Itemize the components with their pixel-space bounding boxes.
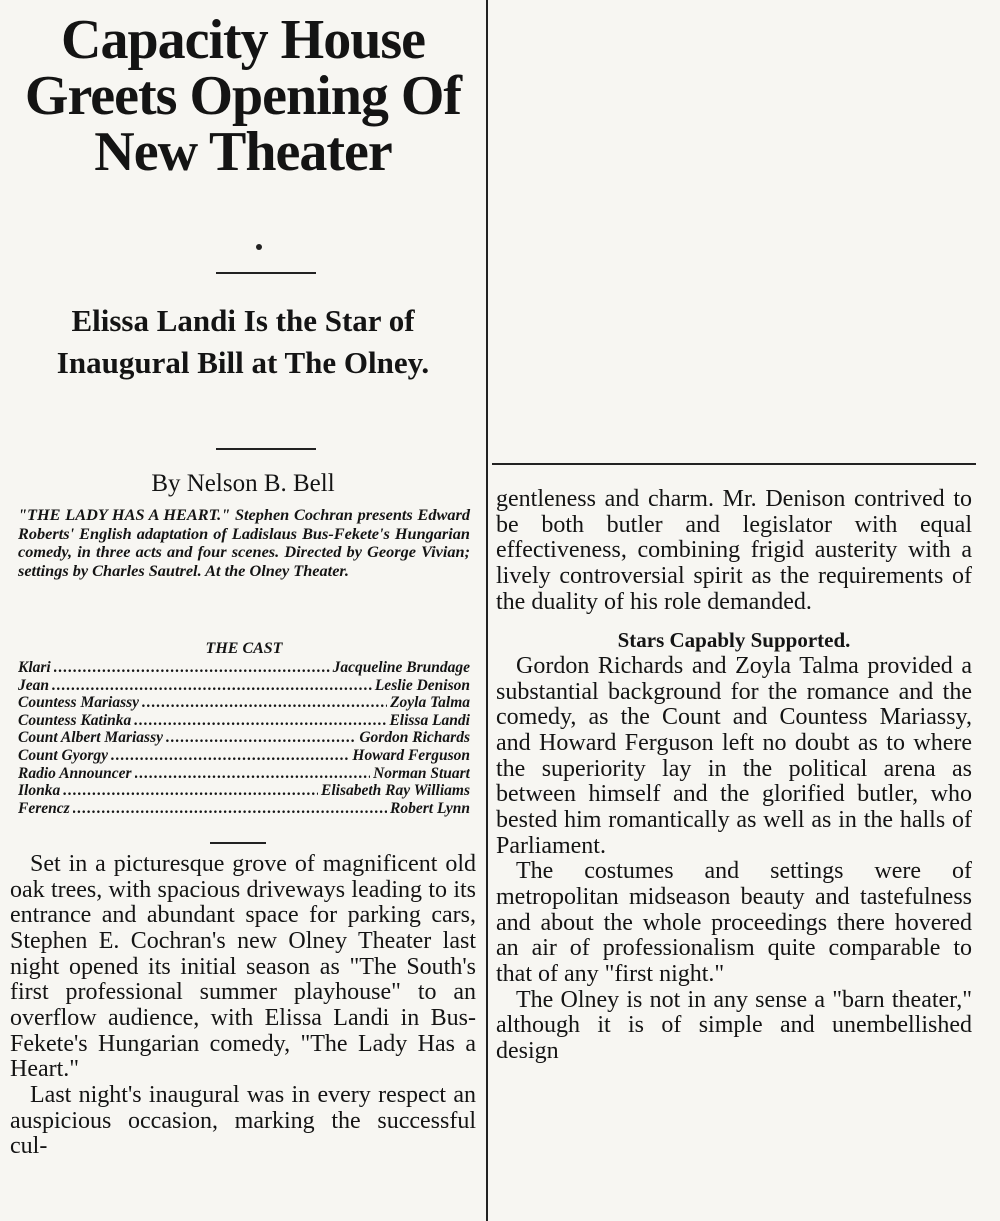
cast-actor: Norman Stuart: [373, 764, 470, 782]
ornament-dot: [256, 244, 262, 250]
production-credit: "THE LADY HAS A HEART." Stephen Cochran presents Edward Roberts' English adaptation of Ladislaus Bus-Fekete's Hungarian comedy, in three acts and four scenes. Directed by George Vivian; settings by Charles Sautrel. At the Olney Theater.: [18, 505, 470, 580]
subheadline: Elissa Landi Is the Star of Inaugural Bill at The Olney.: [56, 303, 430, 381]
body-paragraph: The costumes and settings were of metropolitan midseason beauty and tastefulness and about the whole proceedings there hovered an air of professionalism quite comparable to that of any "first night.": [496, 858, 972, 987]
cast-row: [18, 747, 470, 765]
cast-row: [18, 765, 470, 783]
leader-dots: [135, 765, 371, 783]
left-column-body: [10, 852, 476, 1160]
right-column-rule: [492, 463, 976, 465]
cast-row: [18, 782, 470, 800]
cast-actor: Elisabeth Ray Williams: [321, 782, 470, 800]
leader-dots: [111, 747, 349, 765]
leader-dots: [63, 782, 318, 800]
cast-role: Klari: [18, 659, 51, 676]
leader-dots: [52, 677, 372, 695]
body-paragraph: Set in a picturesque grove of magnificent old oak trees, with spacious driveways leading to its entrance and abundant space for parking cars, Stephen E. Cochran's new Olney Theater last night opened its initial season as "The South's first professional summer playhouse" to an overflow audience, with Elissa Landi in Bus-Fekete's Hungarian comedy, "The Lady Has a Heart.": [10, 851, 476, 1083]
cast-row: [18, 677, 470, 695]
cast-row: [18, 694, 470, 712]
leader-dots: [166, 729, 356, 747]
headline-block: [8, 9, 478, 183]
leader-dots: [73, 800, 387, 818]
cast-role: Radio Announcer: [18, 764, 132, 782]
subheadline-rule: [216, 448, 316, 450]
column-divider: [486, 0, 488, 1221]
body-paragraph: The Olney is not in any sense a "barn theater," although it is of simple and unembellished design: [496, 986, 972, 1064]
cast-actor: Gordon Richards: [359, 729, 470, 747]
cast-actor: Jacqueline Brundage: [332, 659, 470, 676]
byline: By Nelson B. Bell: [151, 470, 335, 497]
cast-actor: Zoyla Talma: [390, 694, 470, 712]
cast-row: [18, 729, 470, 747]
leader-dots: [142, 694, 387, 712]
cast-role: Countess Katinka: [18, 711, 132, 729]
cast-role: Jean: [18, 676, 49, 694]
cast-actor: Robert Lynn: [390, 799, 470, 817]
cast-role: Count Gyorgy: [18, 746, 108, 764]
cast-role: Countess Mariassy: [18, 694, 140, 712]
cast-row: [18, 659, 470, 677]
leader-dots: [54, 659, 330, 677]
cast-role: Count Albert Mariassy: [18, 729, 163, 747]
cast-list: [18, 659, 470, 817]
right-column-body: [496, 487, 972, 1065]
cast-rule: [210, 842, 266, 844]
cast-actor: Elissa Landi: [389, 711, 470, 729]
cast-actor: Howard Ferguson: [352, 746, 470, 764]
cast-row: [18, 800, 470, 818]
cast-role: Ilonka: [18, 782, 61, 800]
body-paragraph: Gordon Richards and Zoyla Talma provided a substantial background for the romance and the comedy, as the Count and Countess Mariassy, and Howard Ferguson left no doubt as to where the superiority lay in the political arena as between himself and the glorified butler, who bested him romantically as well as in the halls of Parliament.: [496, 652, 972, 859]
cast-heading: THE CAST: [205, 640, 283, 657]
cast-role: Ferencz: [18, 799, 70, 817]
body-paragraph: gentleness and charm. Mr. Denison contrived to be both butler and legislator with equal effectiveness, combining frigid austerity with a lively controversial spirit as the requirements of the duality of his role demanded.: [496, 486, 972, 615]
leader-dots: [134, 712, 386, 730]
headline: Capacity House Greets Opening Of New Theater: [24, 9, 462, 183]
cast-row: [18, 712, 470, 730]
headline-rule: [216, 272, 316, 274]
body-paragraph: Last night's inaugural was in every respect an auspicious occasion, marking the successful cul-: [10, 1082, 476, 1160]
cast-actor: Leslie Denison: [374, 676, 470, 694]
section-heading: Stars Capably Supported.: [617, 628, 851, 653]
